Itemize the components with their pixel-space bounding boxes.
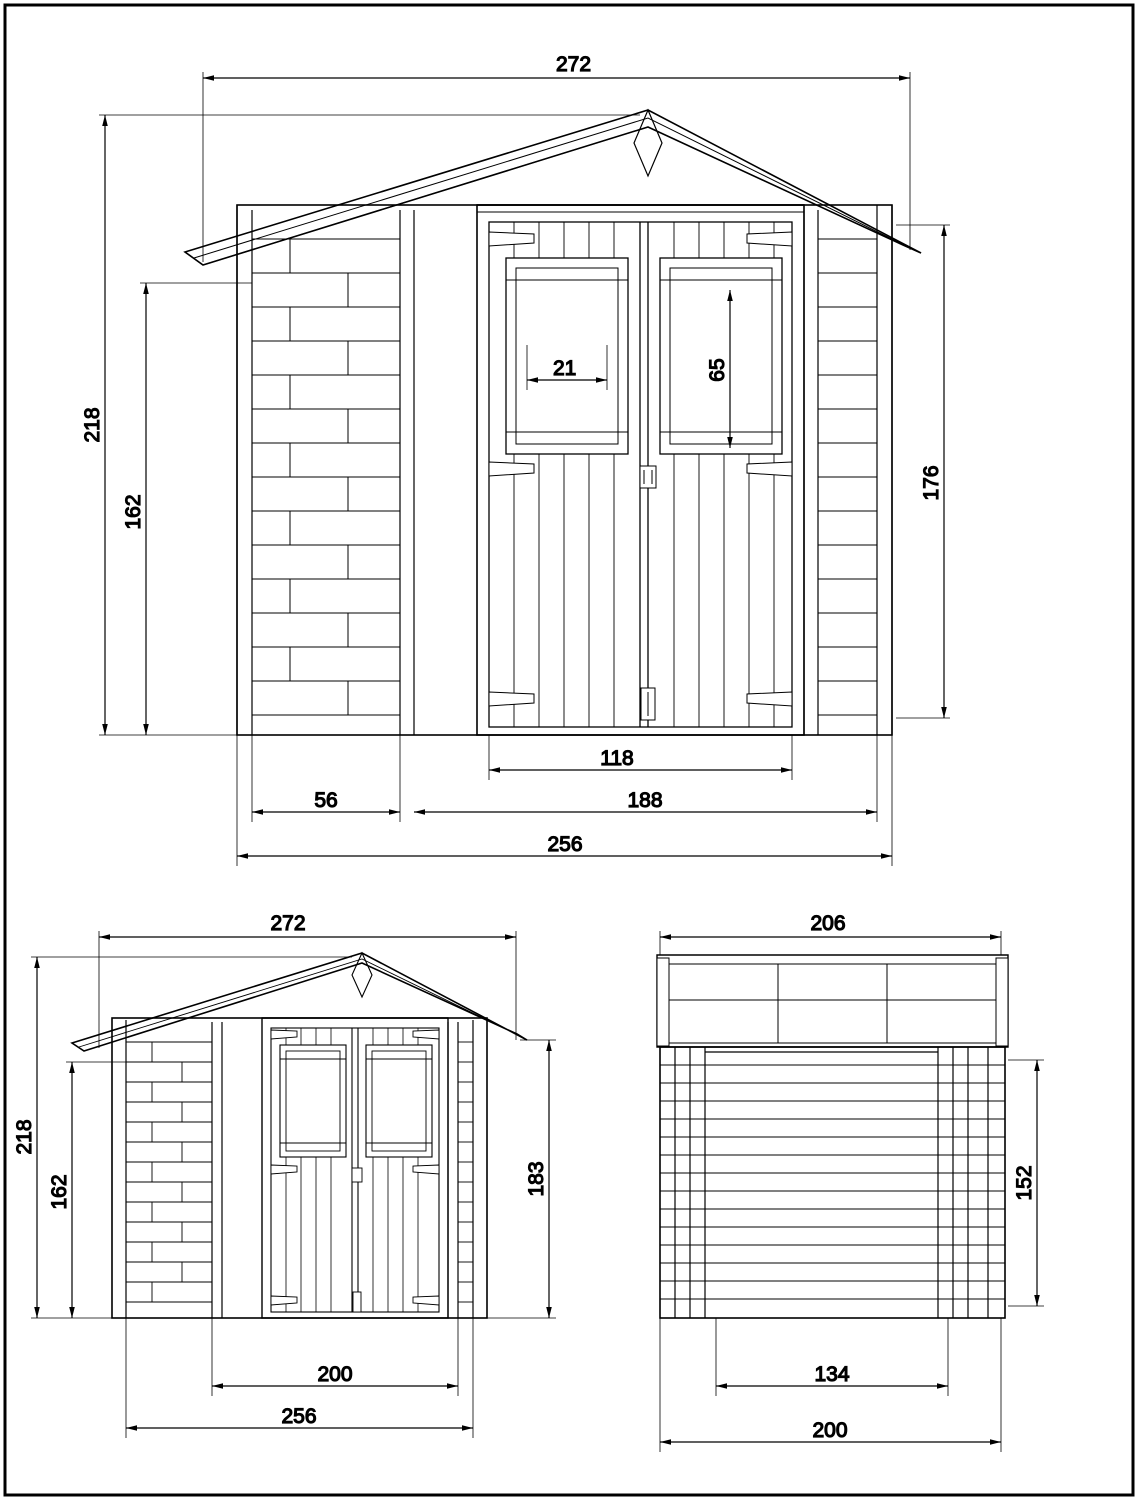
dim-side-roof-depth: 206 — [810, 912, 846, 935]
dim-front-door-opening: 188 — [627, 789, 663, 812]
dim-side-inner-width: 134 — [814, 1363, 850, 1386]
dim-rear-base-width: 256 — [281, 1405, 317, 1428]
dim-front-roof-width: 272 — [556, 53, 592, 76]
dim-side-base-depth: 200 — [812, 1419, 848, 1442]
dim-front-base-width: 256 — [547, 833, 583, 856]
dim-front-wall-height: 162 — [122, 494, 145, 530]
dim-front-window-width: 21 — [553, 357, 577, 380]
dim-front-total-height: 218 — [81, 407, 104, 443]
dim-rear-right-height: 183 — [525, 1161, 548, 1197]
sheet-border — [5, 5, 1133, 1495]
dim-front-eave-height: 176 — [920, 465, 943, 501]
dim-front-wall-left: 56 — [314, 789, 338, 812]
dim-rear-roof-width: 272 — [270, 912, 306, 935]
dim-front-window-height: 65 — [706, 358, 729, 382]
dim-front-door-width: 118 — [600, 747, 634, 770]
dim-rear-wall-height: 162 — [48, 1174, 71, 1210]
dim-rear-total-height: 218 — [13, 1119, 36, 1155]
dim-side-wall-height: 152 — [1013, 1165, 1036, 1201]
dim-rear-door-width: 200 — [317, 1363, 353, 1386]
